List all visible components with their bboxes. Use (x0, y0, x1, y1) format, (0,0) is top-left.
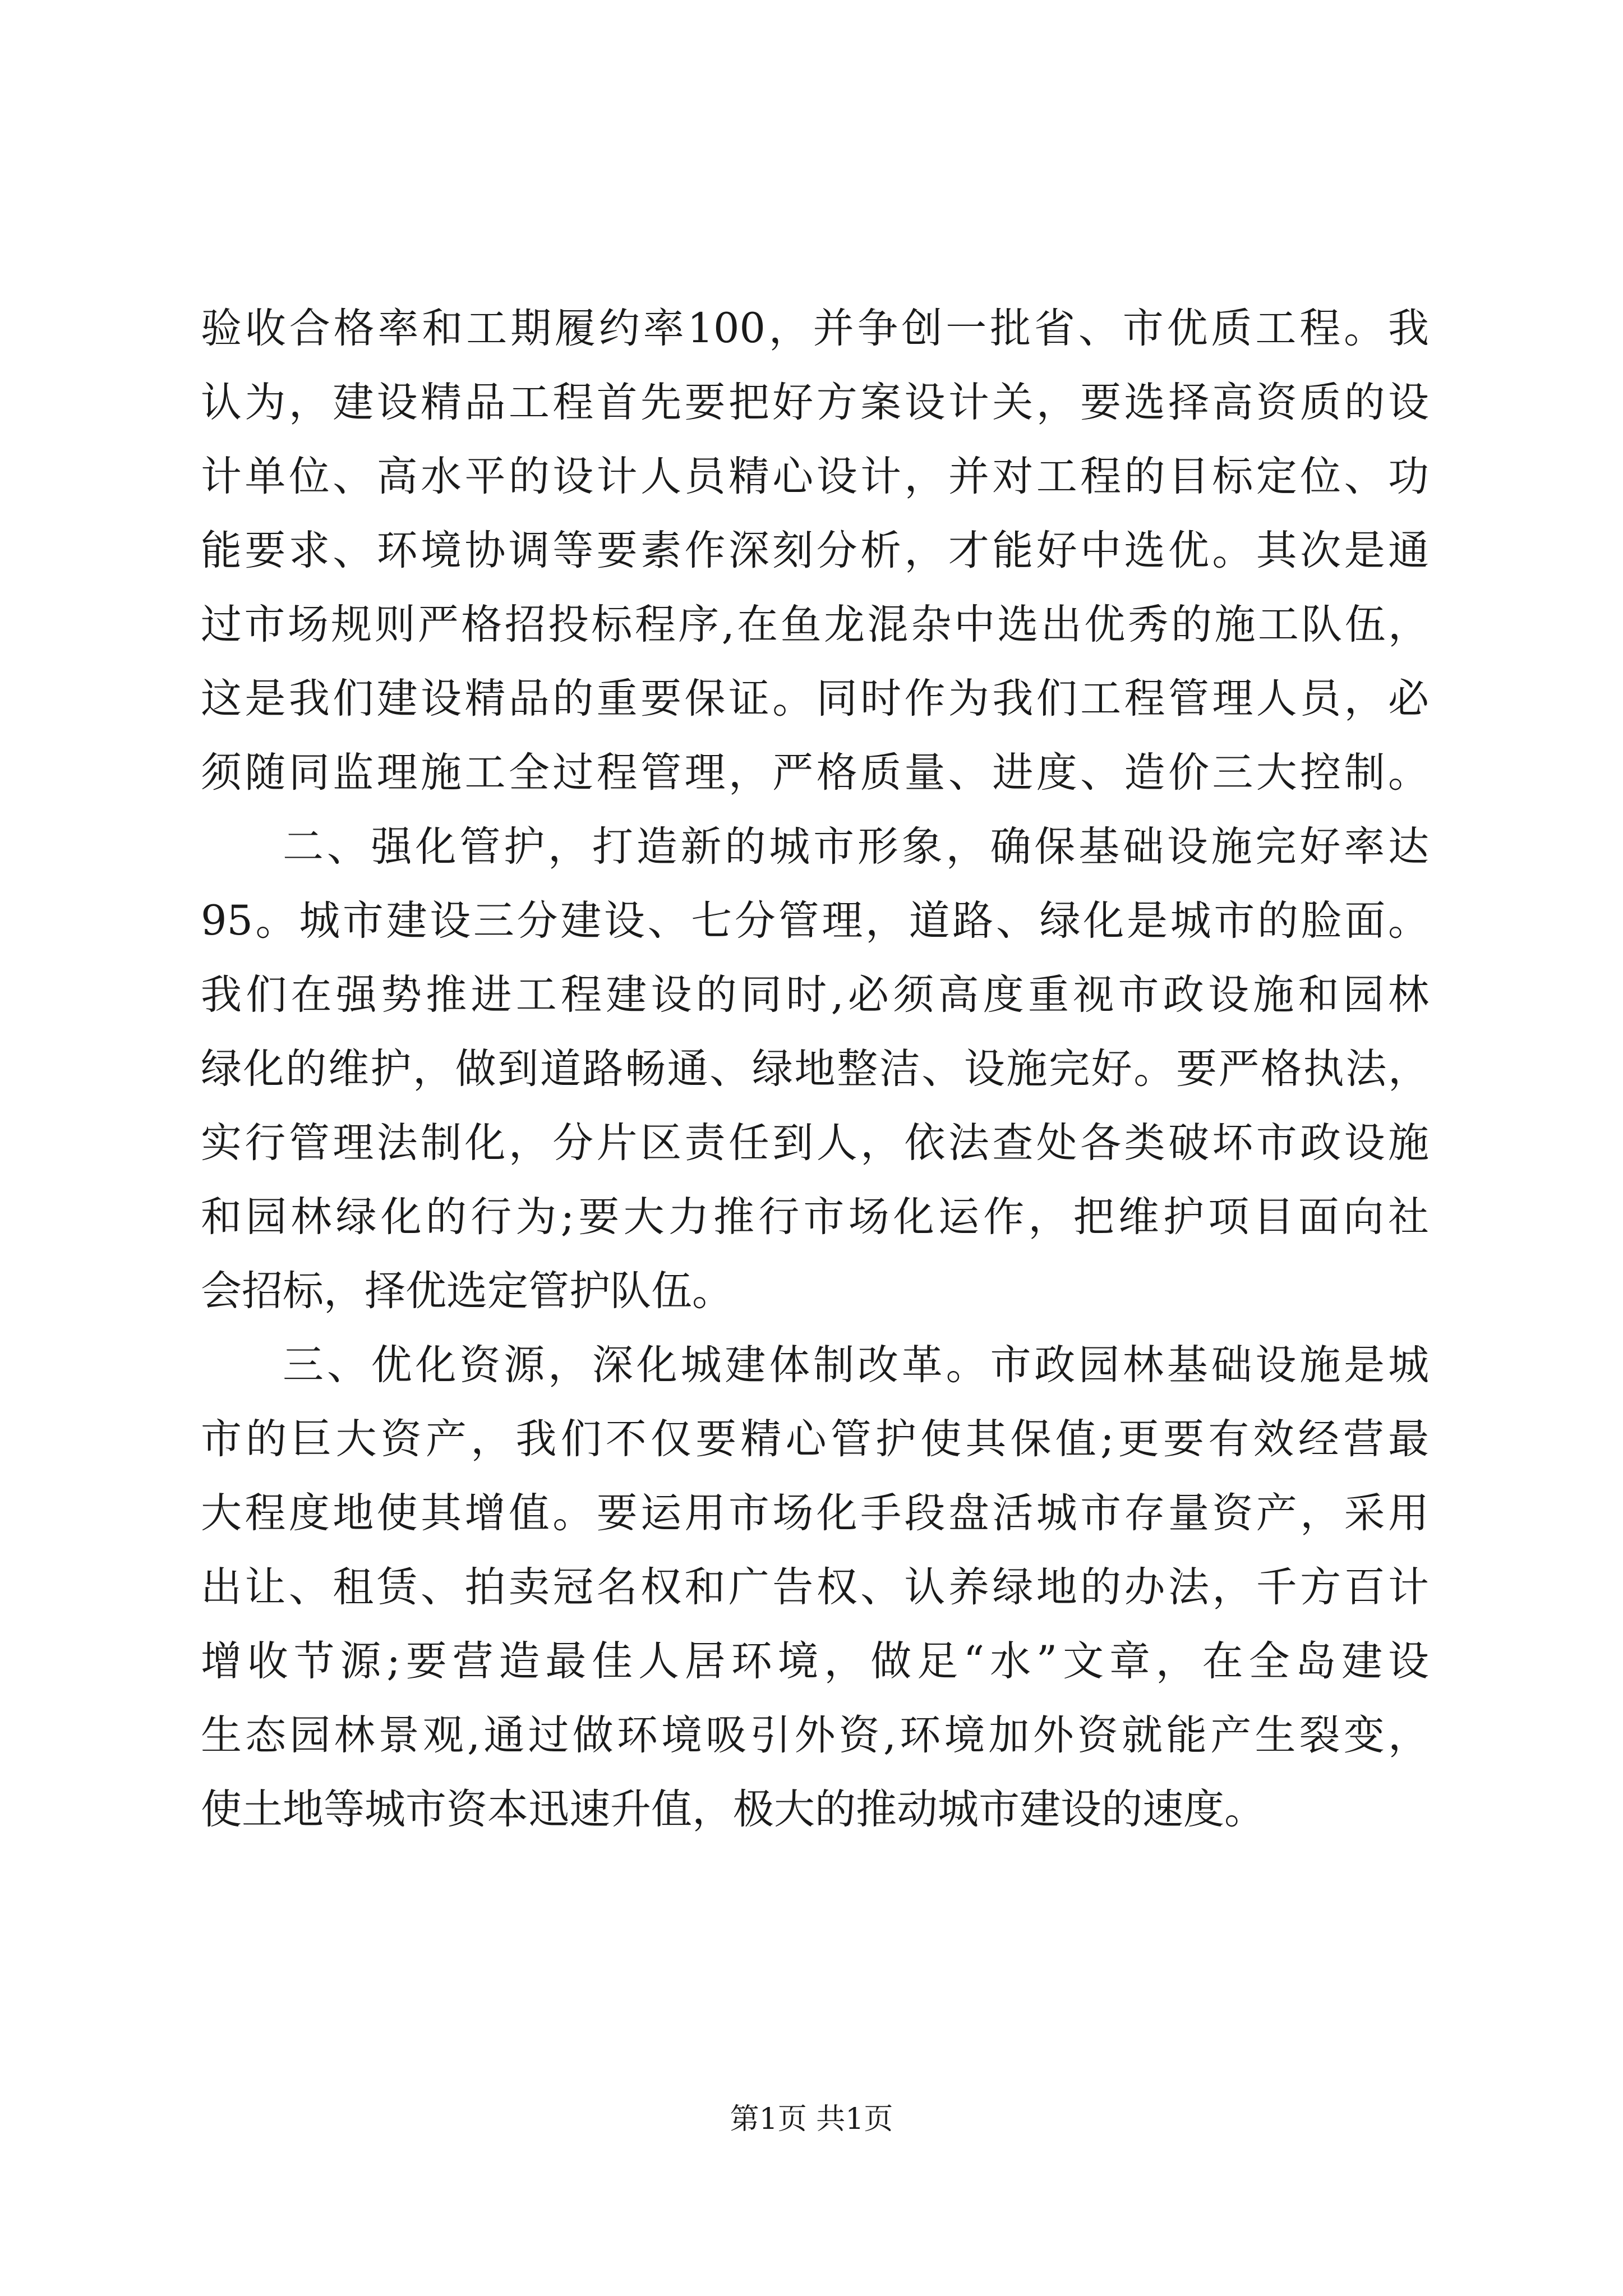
paragraph-2 (201, 810, 1429, 1328)
document-body (201, 292, 1429, 1847)
paragraph-1 (201, 292, 1429, 810)
paragraph-line: 实行管理法制化，分片区责任到人，依法查处各类破坏市政设施 (201, 1119, 1429, 1167)
paragraph-line: 我们在强势推进工程建设的同时,必须高度重视市政设施和园林 (201, 971, 1429, 1019)
paragraph-line: 二、强化管护，打造新的城市形象，确保基础设施完好率达 (283, 823, 1429, 871)
paragraph-line: 95。城市建设三分建设、七分管理，道路、绿化是城市的脸面。 (201, 897, 1429, 945)
paragraph-line: 会招标，择优选定管护队伍。 (201, 1267, 733, 1315)
paragraph-line: 三、优化资源，深化城建体制改革。市政园林基础设施是城 (283, 1341, 1429, 1389)
paragraph-3 (201, 1328, 1429, 1847)
paragraph-line: 大程度地使其增值。要运用市场化手段盘活城市存量资产，采用 (201, 1489, 1429, 1537)
paragraph-line: 和园林绿化的行为;要大力推行市场化运作，把维护项目面向社 (201, 1193, 1429, 1241)
paragraph-line: 生态园林景观,通过做环境吸引外资,环境加外资就能产生裂变， (201, 1711, 1429, 1759)
paragraph-line: 出让、租赁、拍卖冠名权和广告权、认养绿地的办法，千方百计 (201, 1563, 1429, 1611)
paragraph-line: 绿化的维护，做到道路畅通、绿地整洁、设施完好。要严格执法， (201, 1045, 1429, 1093)
paragraph-line: 增收节源;要营造最佳人居环境，做足“水”文章，在全岛建设 (201, 1637, 1429, 1685)
paragraph-line: 计单位、高水平的设计人员精心设计，并对工程的目标定位、功 (201, 453, 1429, 500)
paragraph-line: 认为，建设精品工程首先要把好方案设计关，要选择高资质的设 (201, 379, 1429, 426)
paragraph-line: 须随同监理施工全过程管理，严格质量、进度、造价三大控制。 (201, 749, 1429, 797)
paragraph-line: 过市场规则严格招投标程序,在鱼龙混杂中选出优秀的施工队伍， (201, 601, 1429, 648)
page-footer: 第1页 共1页 (730, 2102, 893, 2136)
paragraph-line: 能要求、环境协调等要素作深刻分析，才能好中选优。其次是通 (201, 527, 1429, 574)
paragraph-line: 验收合格率和工期履约率100，并争创一批省、市优质工程。我 (201, 305, 1429, 352)
paragraph-line: 使土地等城市资本迅速升值，极大的推动城市建设的速度。 (201, 1786, 1265, 1833)
paragraph-line: 这是我们建设精品的重要保证。同时作为我们工程管理人员，必 (201, 675, 1429, 723)
paragraph-line: 市的巨大资产，我们不仅要精心管护使其保值;更要有效经营最 (201, 1415, 1429, 1463)
